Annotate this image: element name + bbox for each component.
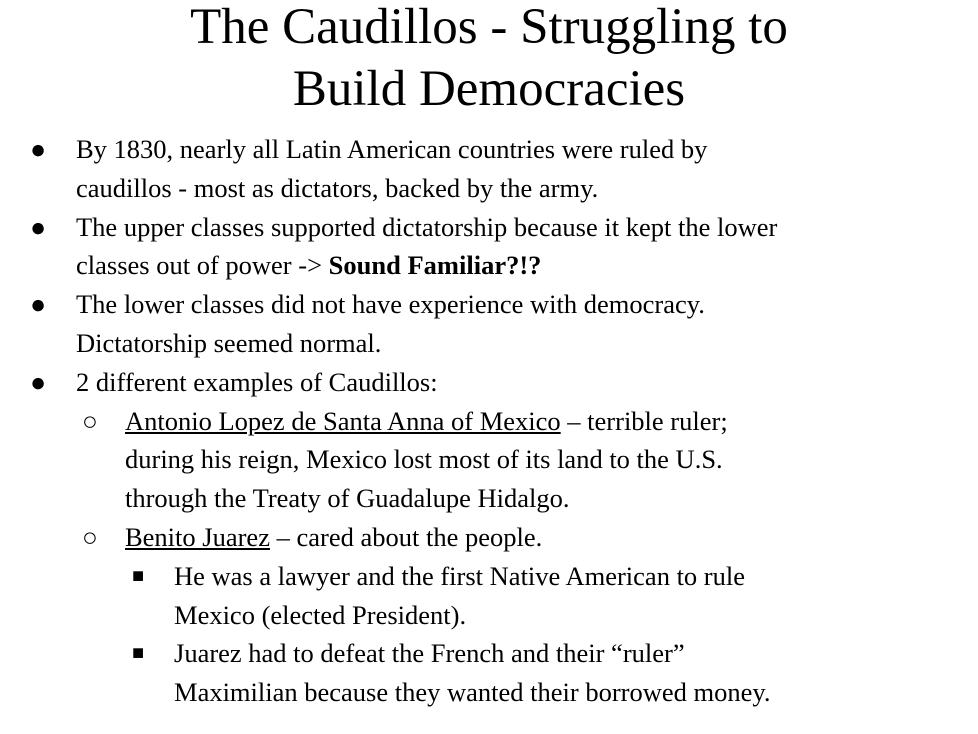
caudillo-name: Antonio Lopez de Santa Anna of Mexico bbox=[125, 405, 561, 436]
filled-circle-bullet-icon: ● bbox=[30, 366, 47, 397]
slide-title bbox=[0, 0, 978, 120]
list-item bbox=[0, 285, 978, 363]
emphasis-text: Sound Familiar?!? bbox=[328, 250, 542, 281]
hollow-circle-bullet-icon: ○ bbox=[82, 405, 99, 436]
item-text-line: He was a lawyer and the first Native American to rule bbox=[174, 560, 746, 591]
square-bullet-icon: ■ bbox=[132, 564, 145, 587]
title-line-2: Build Democracies bbox=[292, 61, 686, 117]
title-line-1: The Caudillos - Struggling to bbox=[190, 0, 788, 55]
square-bullet-icon: ■ bbox=[132, 642, 145, 665]
item-text-line bbox=[125, 402, 978, 441]
item-text-line bbox=[125, 518, 978, 557]
item-text-line: Mexico (elected President). bbox=[174, 599, 467, 630]
item-text-line: caudillos - most as dictators, backed by the army. bbox=[76, 172, 599, 203]
sub-list-item bbox=[0, 518, 978, 557]
item-text-line: By 1830, nearly all Latin American countries were ruled by bbox=[76, 134, 708, 164]
item-text-line: The lower classes did not have experience with democracy. bbox=[76, 289, 705, 320]
list-item bbox=[0, 208, 978, 286]
filled-circle-bullet-icon: ● bbox=[30, 134, 47, 164]
item-text-prefix: classes out of power -> bbox=[76, 250, 329, 281]
item-text-line: during his reign, Mexico lost most of its land to the U.S. bbox=[125, 444, 723, 475]
sub-sub-list-item bbox=[0, 557, 978, 635]
item-text-rest: – terrible ruler; bbox=[560, 405, 728, 436]
item-text-line: The upper classes supported dictatorship because it kept the lower bbox=[76, 211, 778, 242]
item-text-line: Juarez had to defeat the French and their “ruler” bbox=[174, 638, 685, 669]
item-text-line bbox=[76, 246, 978, 285]
hollow-circle-bullet-icon: ○ bbox=[82, 521, 99, 552]
caudillo-name: Benito Juarez bbox=[125, 521, 270, 552]
list-item bbox=[0, 363, 978, 402]
list-item bbox=[0, 130, 978, 208]
bullet-list bbox=[0, 130, 978, 712]
item-text-line: 2 different examples of Caudillos: bbox=[76, 366, 438, 397]
item-text-line: Maximilian because they wanted their borrowed money. bbox=[174, 677, 771, 708]
item-text-rest: – cared about the people. bbox=[269, 521, 543, 552]
item-text-line: Dictatorship seemed normal. bbox=[76, 327, 382, 358]
filled-circle-bullet-icon: ● bbox=[30, 289, 47, 320]
sub-sub-list-item bbox=[0, 634, 978, 712]
filled-circle-bullet-icon: ● bbox=[30, 211, 47, 242]
item-text-line: through the Treaty of Guadalupe Hidalgo. bbox=[125, 483, 570, 514]
sub-list-item bbox=[0, 402, 978, 518]
